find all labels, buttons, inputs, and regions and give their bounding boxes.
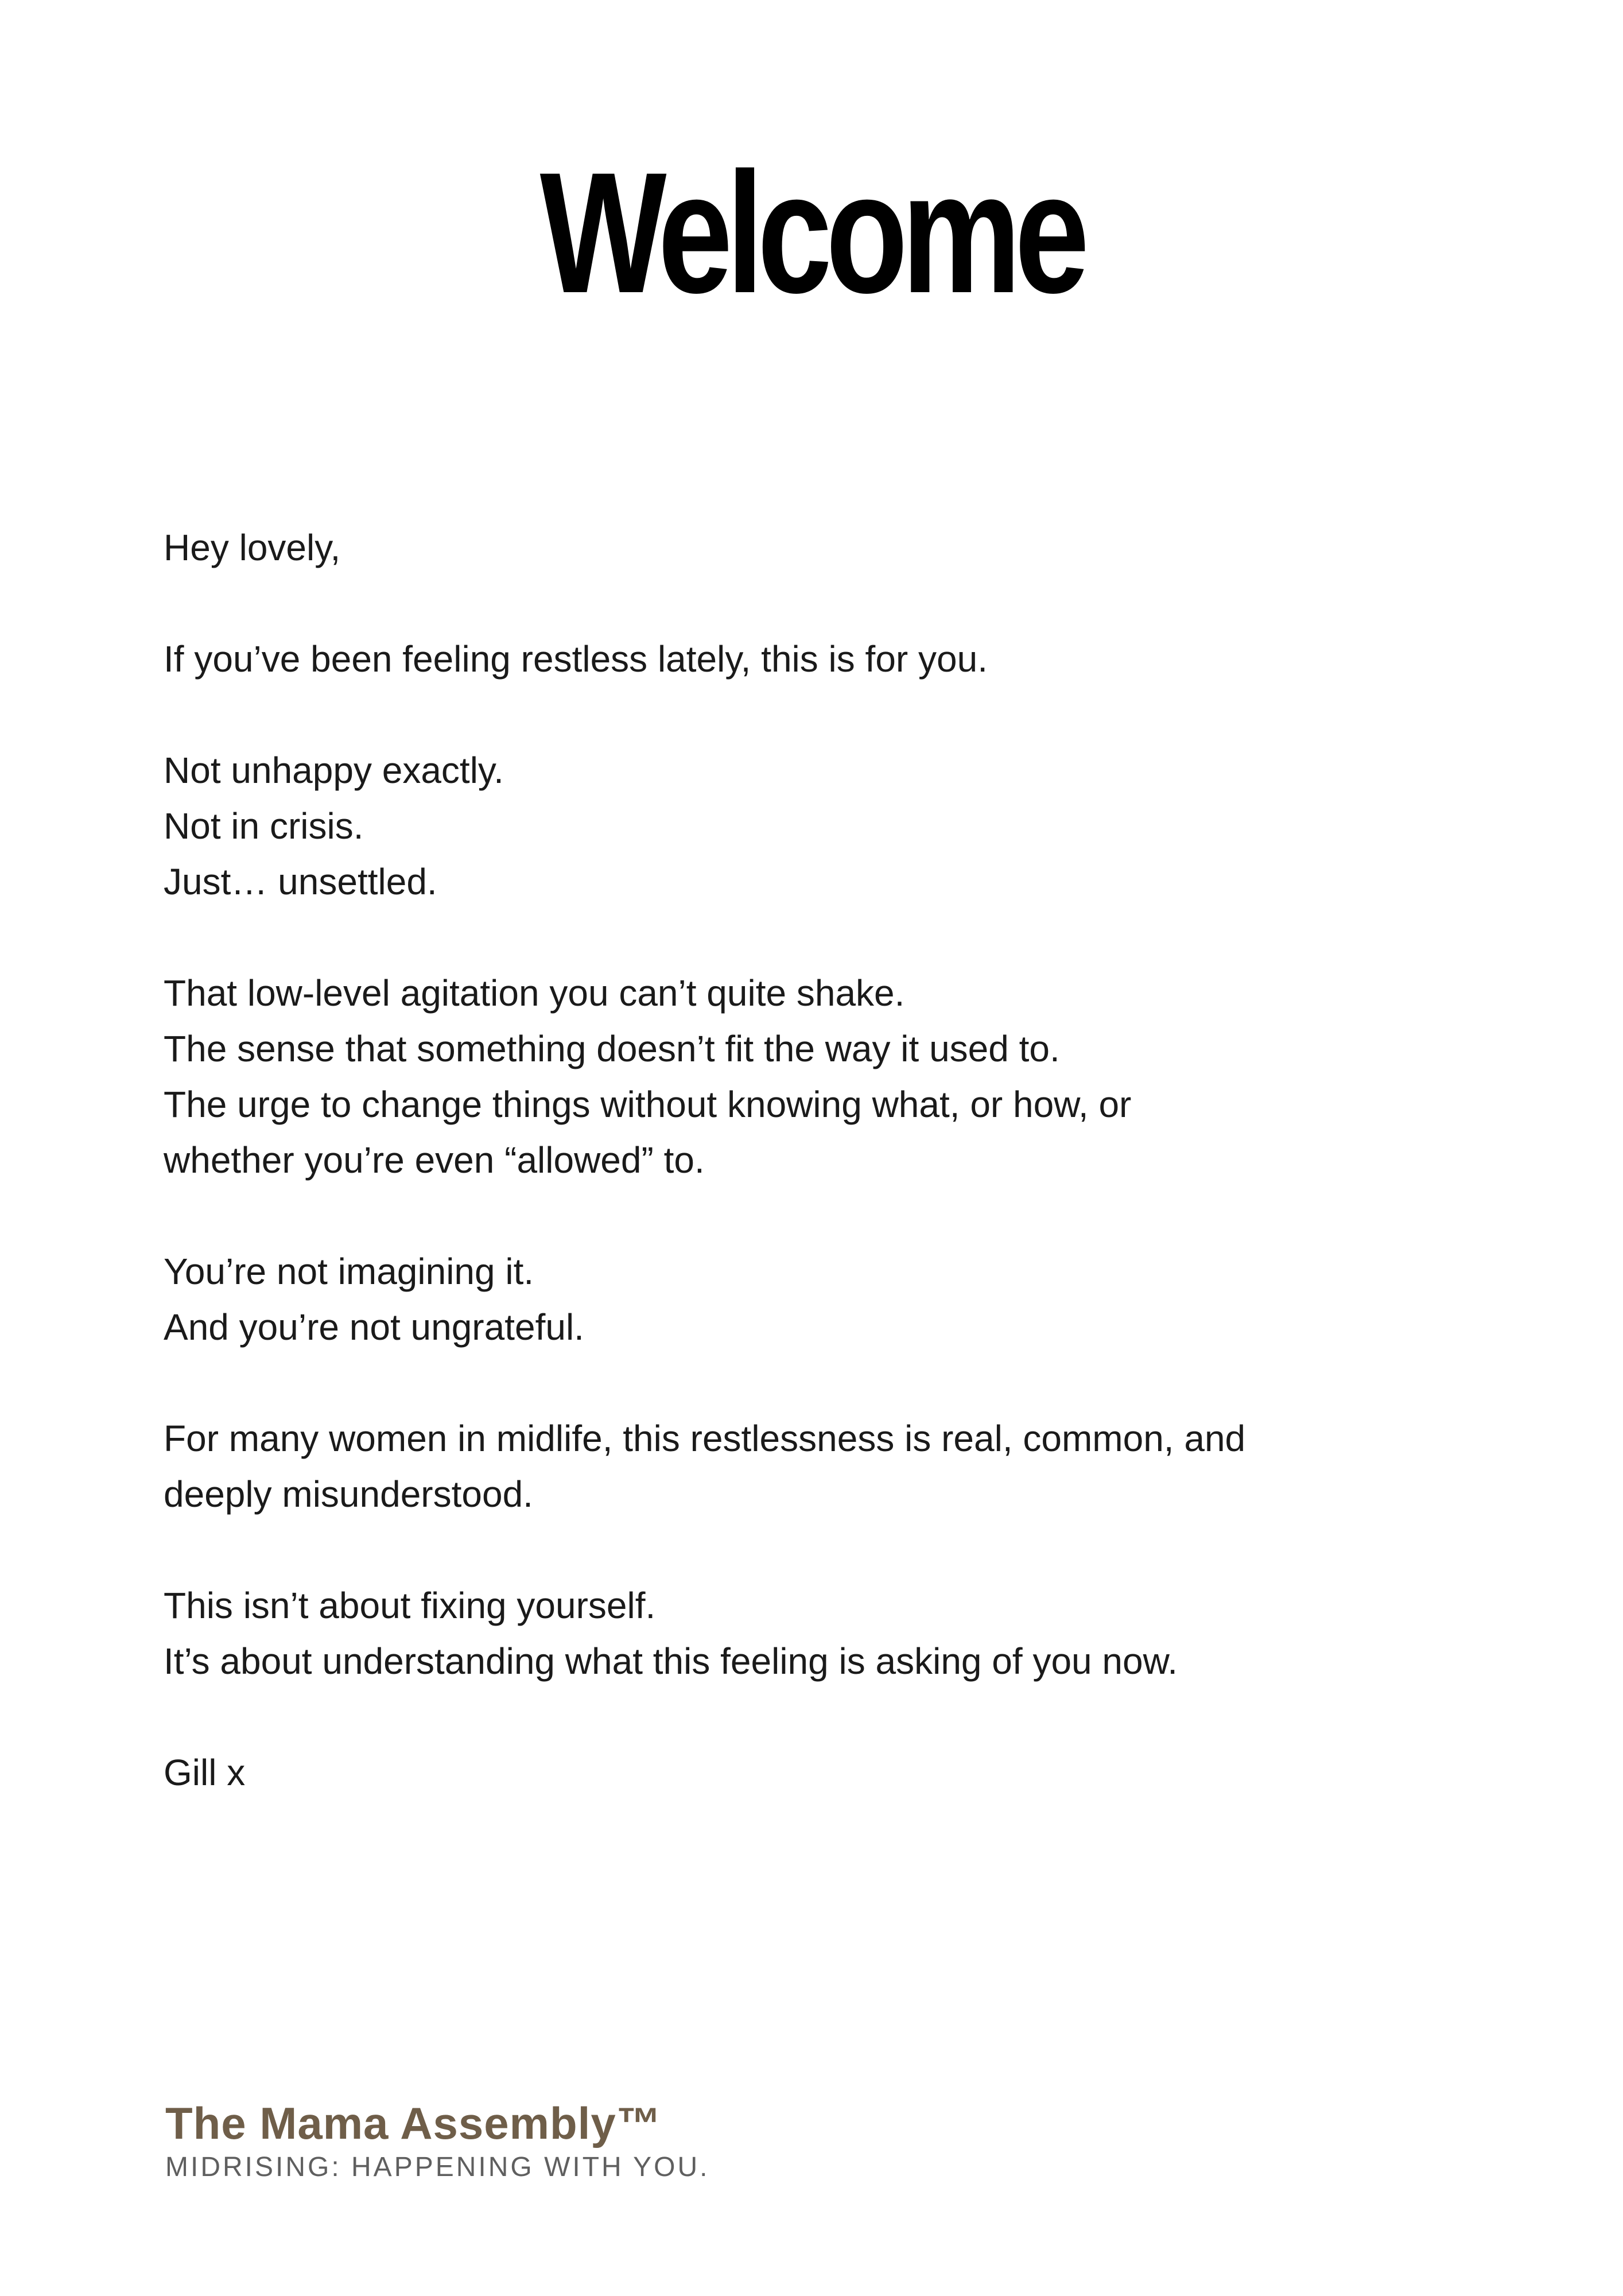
letter-line: deeply misunderstood. [164,1473,533,1515]
letter-line: whether you’re even “allowed” to. [164,1139,705,1181]
letter-line: The urge to change things without knowing what, or how, or [164,1084,1132,1125]
brand-name: The Mama Assembly™ [165,2098,662,2148]
intro-paragraph [164,631,1484,687]
purpose-paragraph [164,1578,1484,1689]
brand-tagline: MIDRISING: HAPPENING WITH YOU. [165,2152,710,2182]
letter-line: The sense that something doesn’t fit the way it used to. [164,1028,1060,1069]
letter-line: For many women in midlife, this restlessness is real, common, and [164,1418,1246,1459]
letter-body [164,520,1484,1856]
midlife-paragraph [164,1411,1484,1522]
letter-line: If you’ve been feeling restless lately, this is for you. [164,638,988,680]
letter-line: Hey lovely, [164,527,341,568]
letter-line: This isn’t about fixing yourself. [164,1585,656,1626]
letter-line: Just… unsettled. [164,861,437,902]
greeting-paragraph [164,520,1484,576]
letter-line: Not unhappy exactly. [164,750,504,791]
signature-paragraph [164,1745,1484,1801]
page-title: Welcome [539,136,1084,329]
letter-line: Not in crisis. [164,805,364,847]
footer [165,2098,710,2182]
feeling-paragraph [164,743,1484,910]
letter-line: And you’re not ungrateful. [164,1306,584,1348]
letter-line: You’re not imagining it. [164,1251,534,1292]
letter-line: It’s about understanding what this feeling is asking of you now. [164,1640,1178,1682]
agitation-paragraph [164,965,1484,1188]
letter-line: That low-level agitation you can’t quite shake. [164,972,905,1014]
signature: Gill x [164,1752,246,1793]
reassurance-paragraph [164,1244,1484,1355]
